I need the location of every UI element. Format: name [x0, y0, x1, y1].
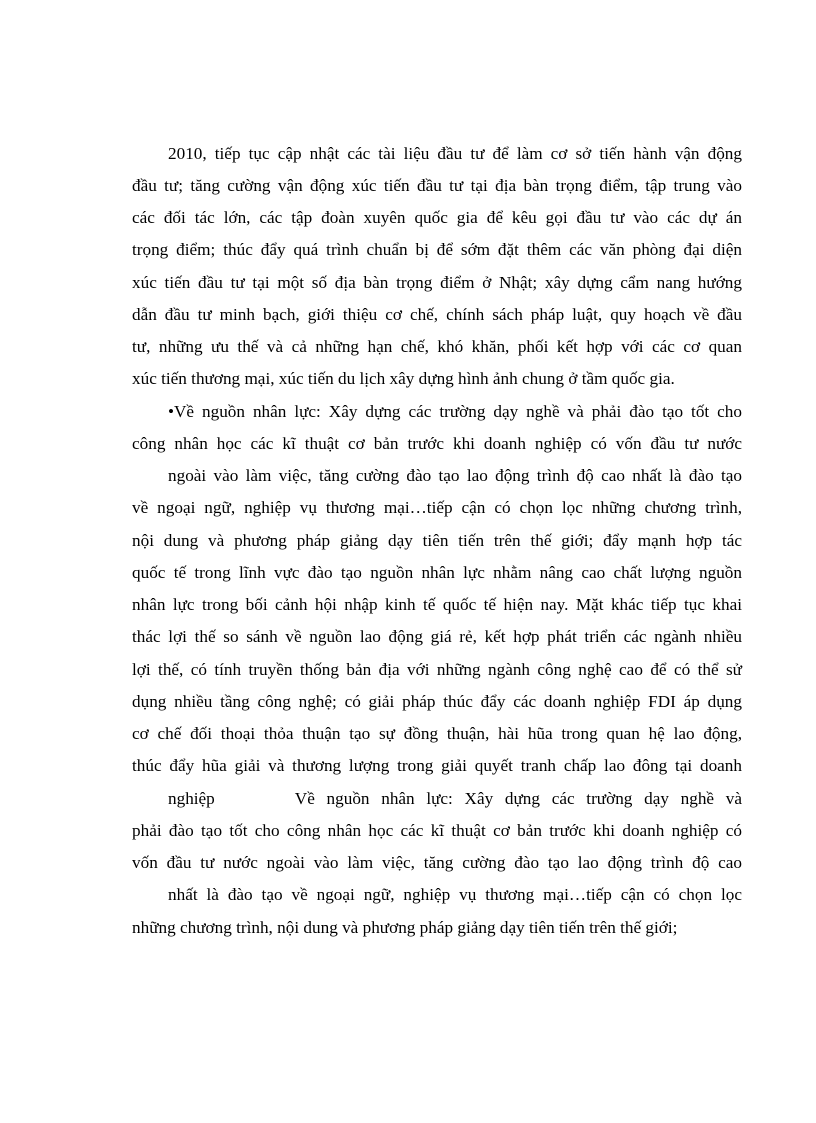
text-fragment: nghiệp: [168, 789, 215, 808]
text-line: xúc tiến đầu tư tại một số địa bàn trọng điểm ở Nhật; xây dựng cẩm nang hướng: [132, 273, 742, 292]
text-line: các đối tác lớn, các tập đoàn xuyên quốc gia để kêu gọi đầu tư vào các dự án: [132, 208, 742, 227]
text-line: về ngoại ngữ, nghiệp vụ thương mại…tiếp cận có chọn lọc những chương trình,: [132, 498, 742, 517]
text-line: nhất là đào tạo về ngoại ngữ, nghiệp vụ thương mại…tiếp cận có chọn lọc: [168, 885, 742, 904]
text-line: dụng nhiều tầng công nghệ; có giải pháp thúc đẩy các doanh nghiệp FDI áp dụng: [132, 692, 742, 711]
text-line: công nhân học các kĩ thuật cơ bản trước khi doanh nghiệp có vốn đầu tư nước: [132, 434, 742, 453]
text-line: phải đào tạo tốt cho công nhân học các kĩ thuật cơ bản trước khi doanh nghiệp có: [132, 821, 742, 840]
text-line: thúc đẩy hũa giải và thương lượng trong giải quyết tranh chấp lao đông tại doanh: [132, 756, 742, 775]
text-line: xúc tiến thương mại, xúc tiến du lịch xây dựng hình ảnh chung ở tầm quốc gia.: [132, 369, 675, 388]
text-line: tư, những ưu thế và cả những hạn chế, khó khăn, phối kết hợp với các cơ quan: [132, 337, 742, 356]
text-line: lợi thế, có tính truyền thống bản địa với những ngành công nghệ cao để có thể sử: [132, 660, 742, 679]
text-line: [168, 788, 742, 810]
text-line: dẫn đầu tư minh bạch, giới thiệu cơ chế, chính sách pháp luật, quy hoạch về đầu: [132, 305, 742, 324]
text-line: nhân lực trong bối cảnh hội nhập kinh tế quốc tế hiện nay. Mặt khác tiếp tục khai: [132, 595, 742, 614]
text-line: •Về nguồn nhân lực: Xây dựng các trường dạy nghề và phải đào tạo tốt cho: [168, 402, 742, 421]
text-line: đầu tư; tăng cường vận động xúc tiến đầu tư tại địa bàn trọng điểm, tập trung vào: [132, 176, 742, 195]
text-line: 2010, tiếp tục cập nhật các tài liệu đầu tư để làm cơ sở tiến hành vận động: [168, 144, 742, 163]
text-line: cơ chế đối thoại thỏa thuận tạo sự đồng thuận, hài hũa trong quan hệ lao động,: [132, 724, 742, 743]
text-line: trọng điểm; thúc đẩy quá trình chuẩn bị để sớm đặt thêm các văn phòng đại diện: [132, 240, 742, 259]
text-line: vốn đầu tư nước ngoài vào làm việc, tăng cường đào tạo lao động trình độ cao: [132, 853, 742, 872]
text-line: nội dung và phương pháp giảng dạy tiên tiến trên thế giới; đẩy mạnh hợp tác: [132, 531, 742, 550]
text-line: thác lợi thế so sánh về nguồn lao động giá rẻ, kết hợp phát triển các ngành nhiều: [132, 627, 742, 646]
text-line: ngoài vào làm việc, tăng cường đào tạo lao động trình độ cao nhất là đào tạo: [168, 466, 742, 485]
text-fragment: Về nguồn nhân lực: Xây dựng các trường dạy nghề và: [294, 789, 742, 808]
text-line: quốc tế trong lĩnh vực đào tạo nguồn nhân lực nhằm nâng cao chất lượng nguồn: [132, 563, 742, 582]
text-line: những chương trình, nội dung và phương pháp giảng dạy tiên tiến trên thế giới;: [132, 918, 678, 937]
